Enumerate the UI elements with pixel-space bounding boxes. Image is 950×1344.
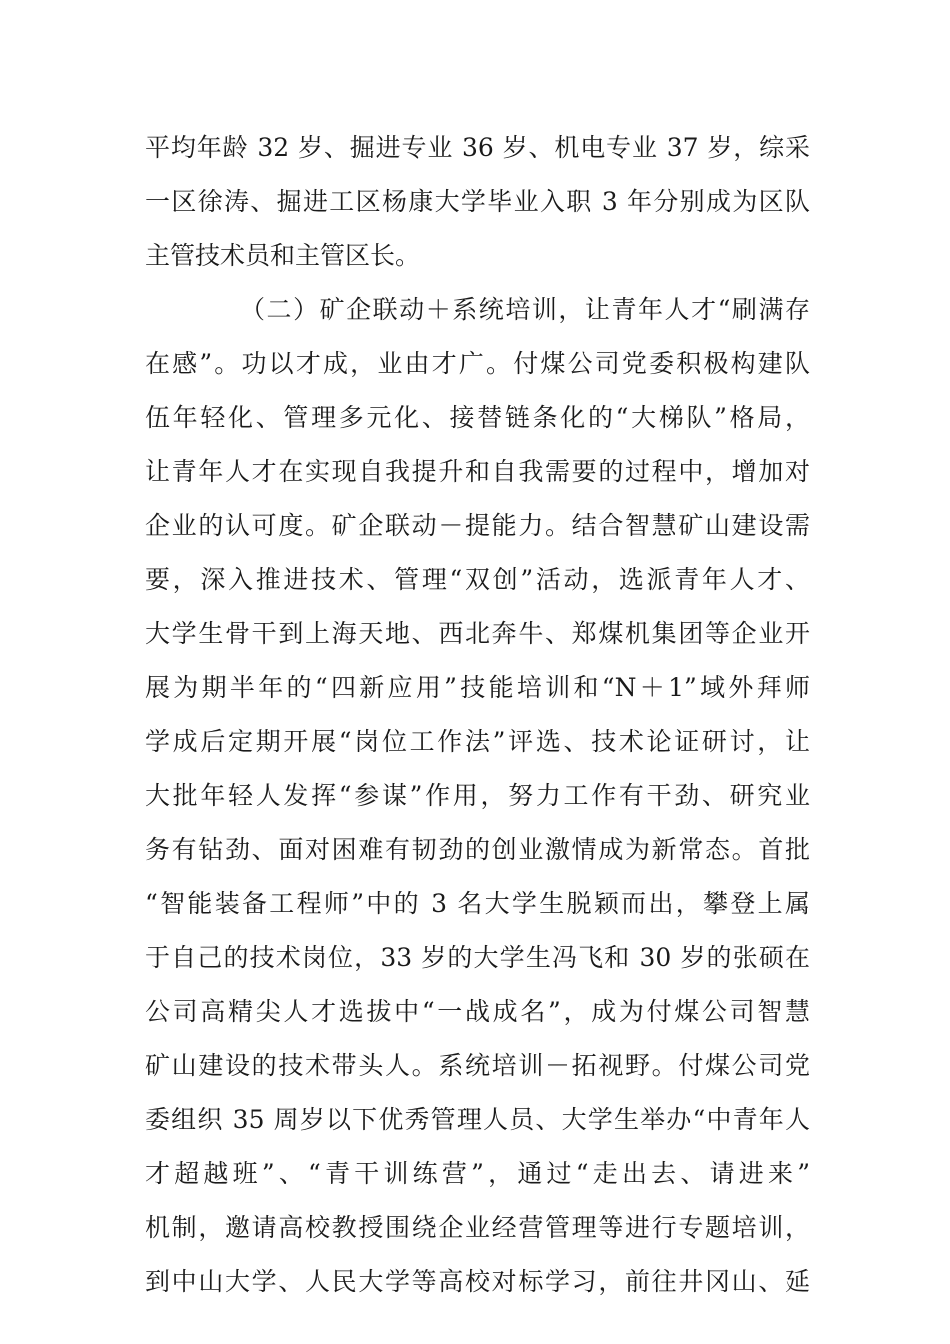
text-line: 企业的认可度。矿企联动－提能力。结合智慧矿山建设需 [145,511,810,540]
text-line: 务有钻劲、面对困难有韧劲的创业激情成为新常态。首批 [145,835,810,864]
text-line: 机制，邀请高校教授围绕企业经营管理等进行专题培训， [145,1213,810,1242]
text-line: 于自己的技术岗位，33 岁的大学生冯飞和 30 岁的张硕在 [145,943,810,972]
text-line: 委组织 35 周岁以下优秀管理人员、大学生举办“中青年人 [145,1105,810,1134]
text-line: 一区徐涛、掘进工区杨康大学毕业入职 3 年分别成为区队 [145,187,810,216]
text-line: 公司高精尖人才选拔中“一战成名”，成为付煤公司智慧 [145,997,810,1026]
text-line: 才超越班”、“青干训练营”，通过“走出去、请进来” [145,1159,810,1188]
text-line: 在感”。功以才成，业由才广。付煤公司党委积极构建队 [145,349,810,378]
text-line: 到中山大学、人民大学等高校对标学习，前往井冈山、延 [145,1267,810,1296]
text-line: 大学生骨干到上海天地、西北奔牛、郑煤机集团等企业开 [145,619,810,648]
text-line: 伍年轻化、管理多元化、接替链条化的“大梯队”格局， [145,403,810,432]
section-heading-line: （二）矿企联动＋系统培训，让青年人才“刷满存 [240,295,810,324]
text-line: 平均年龄 32 岁、掘进专业 36 岁、机电专业 37 岁，综采 [145,133,810,162]
text-line: “智能装备工程师”中的 3 名大学生脱颖而出，攀登上属 [145,889,810,918]
text-line: 大批年轻人发挥“参谋”作用，努力工作有干劲、研究业 [145,781,810,810]
text-line: 展为期半年的“四新应用”技能培训和“N＋1”域外拜师 [145,673,810,702]
text-line: 学成后定期开展“岗位工作法”评选、技术论证研讨，让 [145,727,810,756]
text-line: 矿山建设的技术带头人。系统培训－拓视野。付煤公司党 [145,1051,810,1080]
text-line: 要，深入推进技术、管理“双创”活动，选派青年人才、 [145,565,810,594]
text-line: 主管技术员和主管区长。 [145,241,421,270]
text-line: 让青年人才在实现自我提升和自我需要的过程中，增加对 [145,457,810,486]
